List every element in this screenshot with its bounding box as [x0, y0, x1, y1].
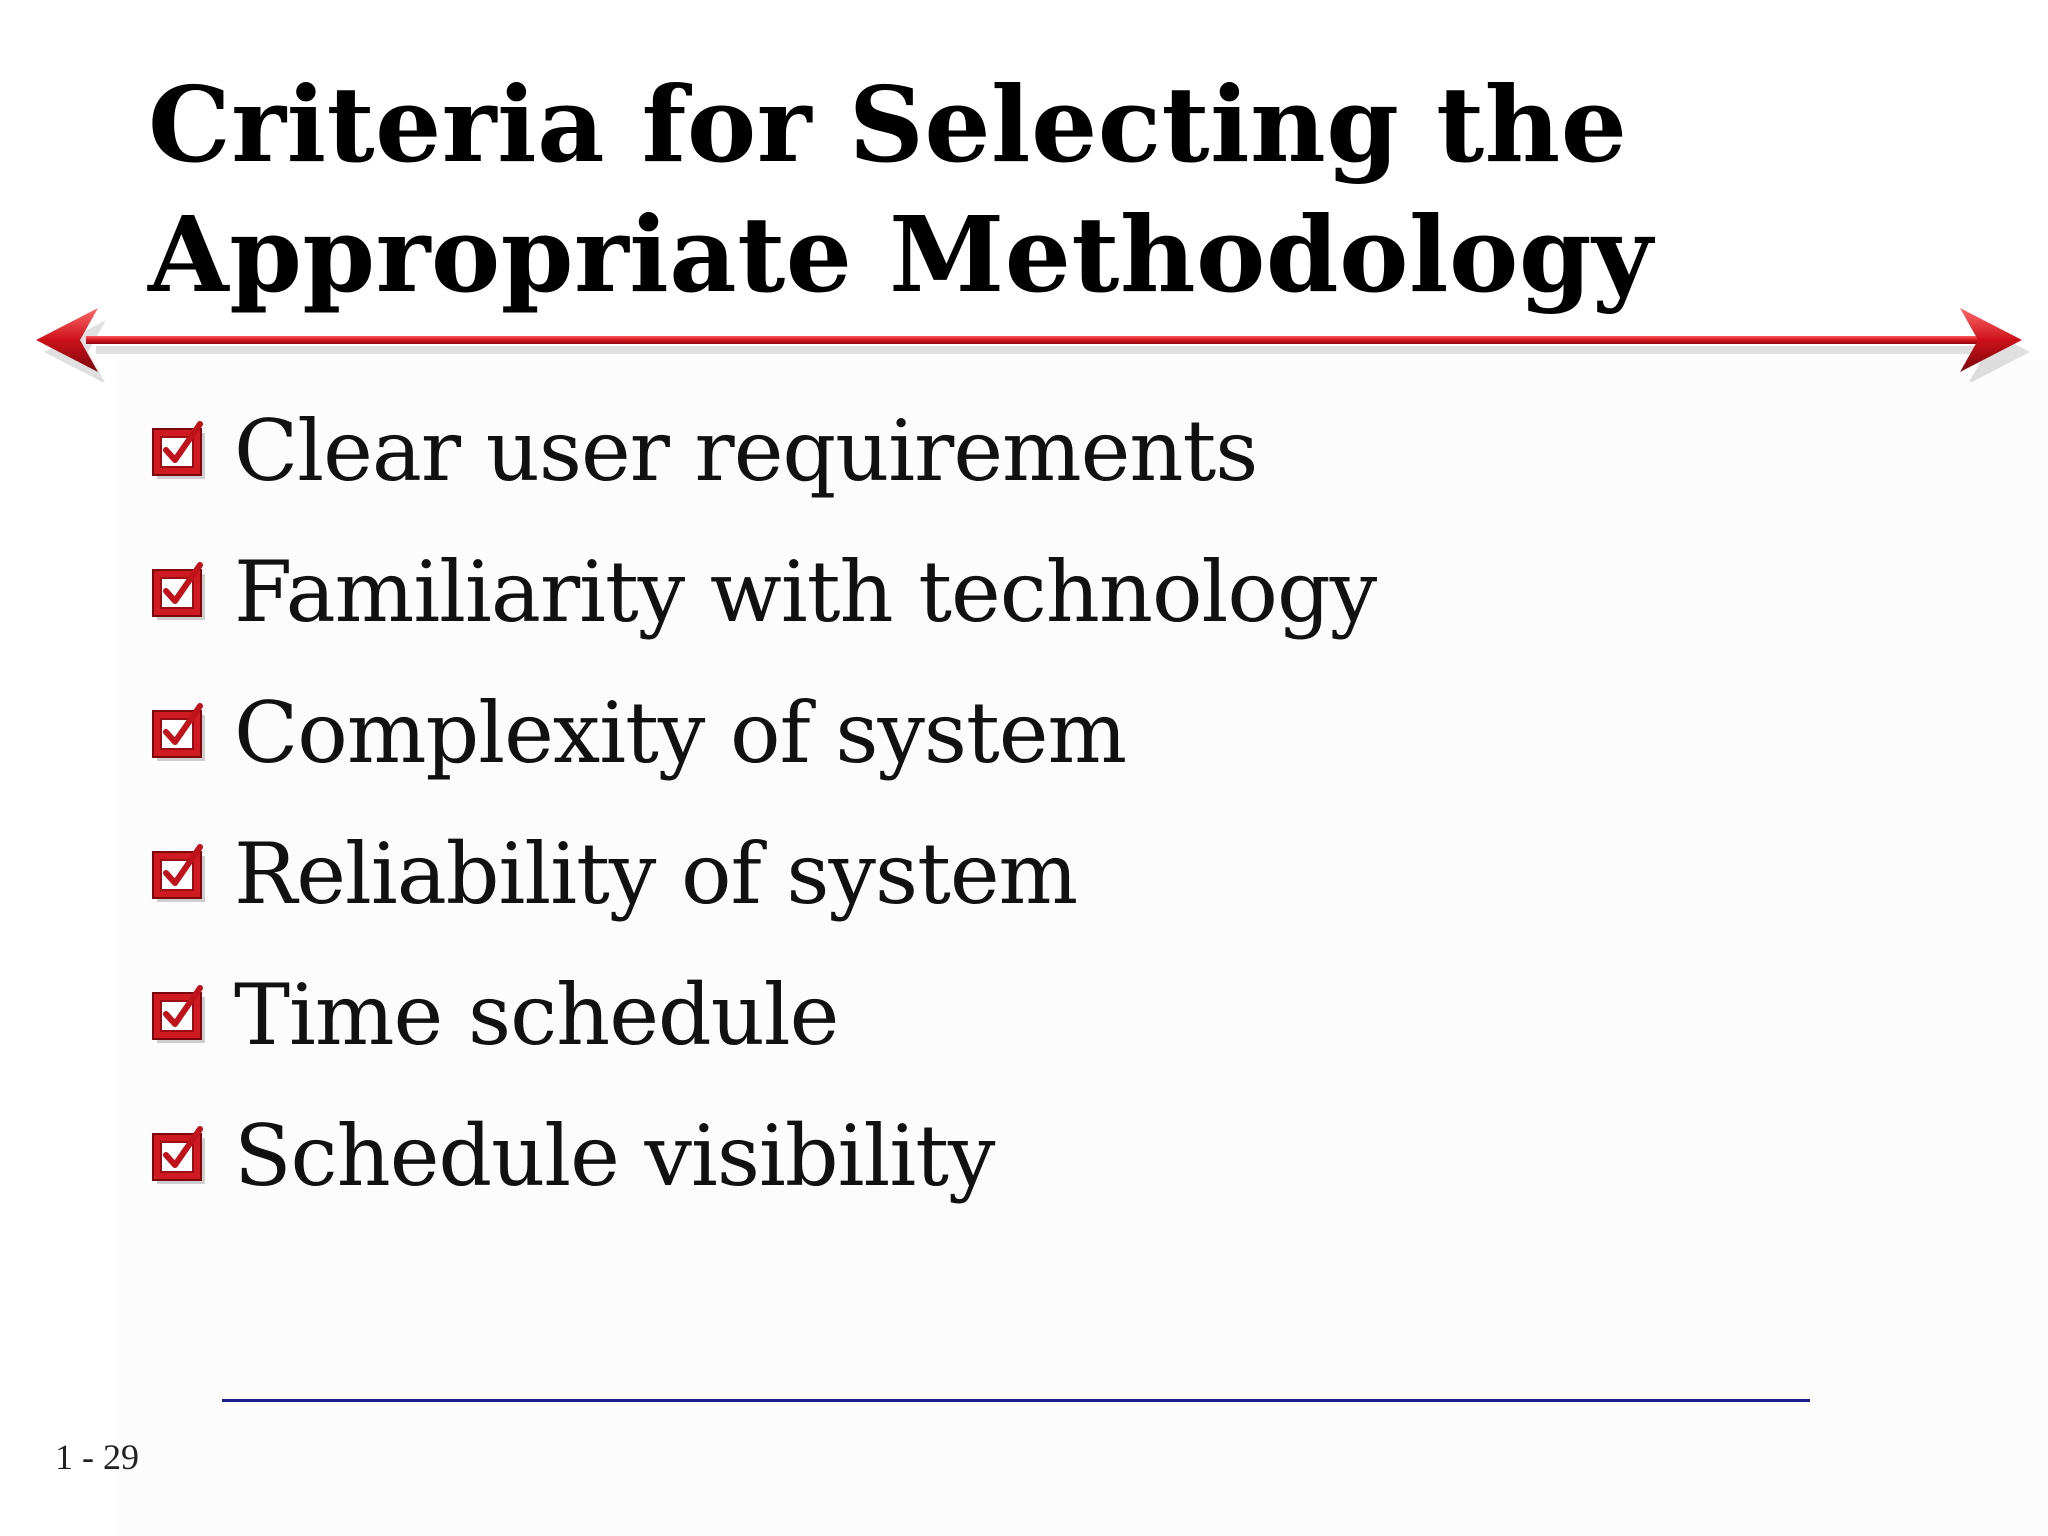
list-item [150, 521, 1376, 662]
checkbox-check-icon [150, 843, 212, 905]
checkbox-check-icon [150, 702, 212, 764]
criteria-list [150, 380, 1376, 1226]
page-number: 1 - 29 [55, 1437, 139, 1477]
list-item-text: Clear user requirements [234, 401, 1258, 500]
list-item [150, 803, 1376, 944]
list-item [150, 662, 1376, 803]
checkbox-check-icon [150, 984, 212, 1046]
footer-divider [222, 1399, 1810, 1402]
slide-title-line-2: Appropriate Methodology [148, 193, 1654, 316]
double-arrow-divider [36, 302, 2034, 382]
checkbox-check-icon [150, 420, 212, 482]
list-item-text: Schedule visibility [234, 1106, 995, 1205]
list-item-text: Familiarity with technology [234, 542, 1377, 641]
list-item-text: Reliability of system [234, 824, 1078, 923]
slide-title [148, 60, 1653, 320]
slide-title-line-1: Criteria for Selecting the [148, 63, 1628, 186]
list-item [150, 1085, 1376, 1226]
list-item [150, 380, 1376, 521]
list-item [150, 944, 1376, 1085]
checkbox-check-icon [150, 561, 212, 623]
list-item-text: Complexity of system [234, 683, 1127, 782]
list-item-text: Time schedule [234, 965, 839, 1064]
checkbox-check-icon [150, 1125, 212, 1187]
